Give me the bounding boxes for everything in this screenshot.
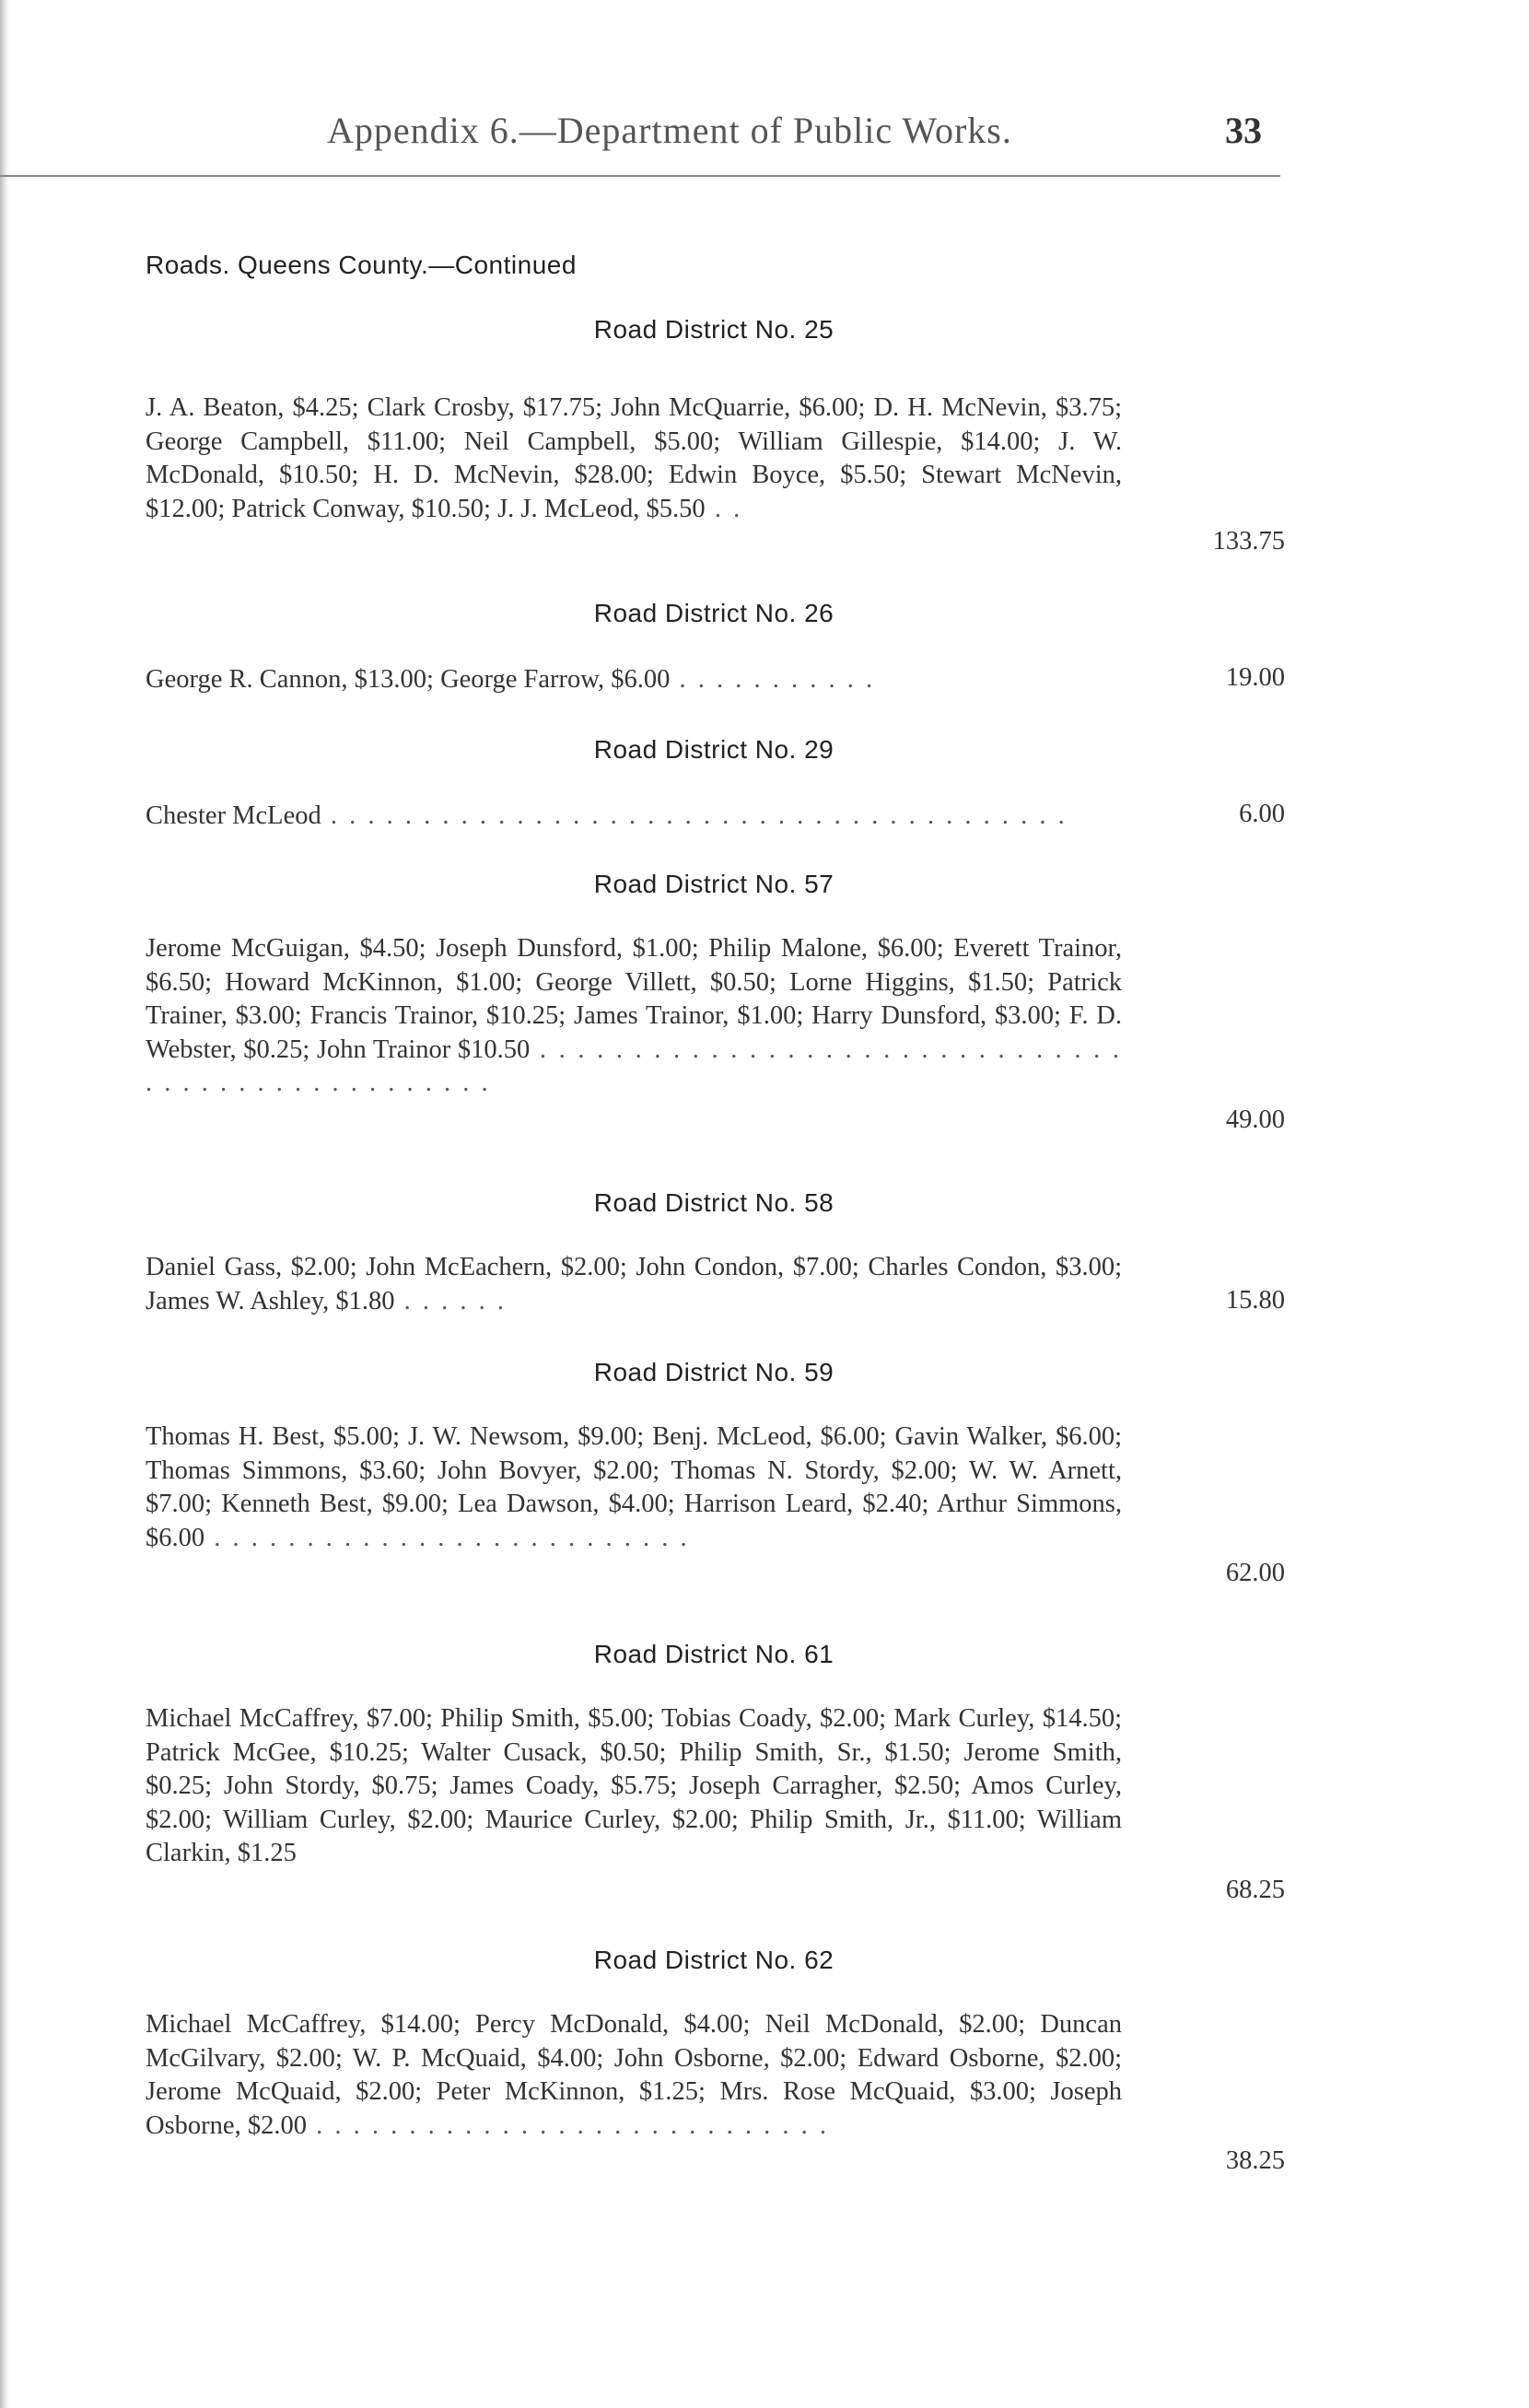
district-amount-25: 133.75 [1212,527,1285,555]
district-amount-29: 6.00 [1239,800,1285,828]
page-number: 33 [1225,110,1262,151]
entry-text: Jerome McGuigan, $4.50; Joseph Dunsford, $1.00; Philip Malone, $6.00; Everett Trainor, $6.50; Howard McKinnon, $1.00; George Villett, $0.50; Lorne Higgins, $1.50; Patrick Trainer, $3.00; Francis Trainor, $10.25; James Trainor, $1.00; Harry Dunsford, $3.00; F. D. Webster, $0.25; John Trainor $10.50 [146,934,1122,1064]
district-heading-29: Road District No. 29 [593,735,835,764]
district-amount-59: 62.00 [1225,1559,1285,1587]
district-entry-62 [146,2008,1122,2143]
district-entry-57 [146,932,1122,1101]
entry-text: Michael McCaffrey, $14.00; Percy McDonald, $4.00; Neil McDonald, $2.00; Duncan McGilvary, $2.00; W. P. McQuaid, $4.00; John Osborne, $2.00; Edward Osborne, $2.00; Jerome McQuaid, $2.00; Peter McKinnon, $1.25; Mrs. Rose McQuaid, $3.00; Joseph Osborne, $2.00 [146,2010,1122,2140]
district-entry-61 [146,1702,1122,1871]
district-heading-62: Road District No. 62 [593,1946,835,1974]
dot-leader: . . [705,494,743,523]
district-amount-57: 49.00 [1225,1105,1285,1134]
entry-text: J. A. Beaton, $4.25; Clark Crosby, $17.75; John McQuarrie, $6.00; D. H. McNevin, $3.75; George Campbell, $11.00; Neil Campbell, $5.00; William Gillespie, $14.00; J. W. McDonald, $10.50; H. D. McNevin, $28.00; Edwin Boyce, $5.50; Stewart McNevin, $12.00; Patrick Conway, $10.50; J. J. McLeod, $5.50 [146,393,1122,523]
entry-text: Michael McCaffrey, $7.00; Philip Smith, $5.00; Tobias Coady, $2.00; Mark Curley, $14.50; Patrick McGee, $10.25; Walter Cusack, $0.50; Philip Smith, Sr., $1.50; Jerome Smith, $0.25; John Stordy, $0.75; James Coady, $5.75; Joseph Carragher, $2.50; Amos Curley, $2.00; William Curley, $2.00; Maurice Curley, $2.00; Philip Smith, Jr., $11.00; William Clarkin, $1.25 [146,1704,1122,1868]
district-heading-61: Road District No. 61 [593,1640,835,1668]
district-entry-25 [146,392,1122,526]
district-heading-26: Road District No. 26 [593,599,835,627]
dot-leader: . . . . . . . . . . . . . . . . . . . . . . . . . . . . . . . . . . . . . . . . . . . . . . . . . . [146,1035,1123,1098]
district-entry-29 [146,800,1122,834]
district-heading-57: Road District No. 57 [593,870,835,898]
dot-leader: . . . . . . [394,1286,507,1315]
dot-leader: . . . . . . . . . . . [670,665,876,694]
dot-leader: . . . . . . . . . . . . . . . . . . . . . . . . . . [204,1523,690,1552]
header-title: Appendix 6.—Department of Public Works. [327,110,1012,151]
section-heading: Roads. Queens County.—Continued [146,251,577,279]
district-heading-25: Road District No. 25 [593,315,835,344]
district-entry-26 [146,663,1122,697]
district-entry-59 [146,1420,1122,1555]
entry-text: Chester McLeod [146,801,321,830]
district-heading-58: Road District No. 58 [593,1188,835,1217]
entry-text: Thomas H. Best, $5.00; J. W. Newsom, $9.00; Benj. McLeod, $6.00; Gavin Walker, $6.00; Thomas Simmons, $3.60; John Bovyer, $2.00; Thomas N. Stordy, $2.00; W. W. Arnett, $7.00; Kenneth Best, $9.00; Lea Dawson, $4.00; Harrison Leard, $2.40; Arthur Simmons, $6.00 [146,1422,1122,1552]
district-amount-58: 15.80 [1225,1286,1285,1315]
district-entry-58 [146,1251,1122,1318]
dot-leader: . . . . . . . . . . . . . . . . . . . . . . . . . . . . . . . . . . . . . . . . [321,801,1068,830]
district-heading-59: Road District No. 59 [593,1358,835,1386]
district-amount-62: 38.25 [1225,2146,1285,2175]
entry-text: Daniel Gass, $2.00; John McEachern, $2.00; John Condon, $7.00; Charles Condon, $3.00; James W. Ashley, $1.80 [146,1253,1122,1315]
district-amount-61: 68.25 [1225,1876,1285,1904]
running-header [0,109,1271,173]
dot-leader: . . . . . . . . . . . . . . . . . . . . . . . . . . . . [306,2110,829,2140]
district-amount-26: 19.00 [1225,663,1285,692]
entry-text: George R. Cannon, $13.00; George Farrow, $6.00 [146,665,671,694]
header-rule [0,175,1280,177]
